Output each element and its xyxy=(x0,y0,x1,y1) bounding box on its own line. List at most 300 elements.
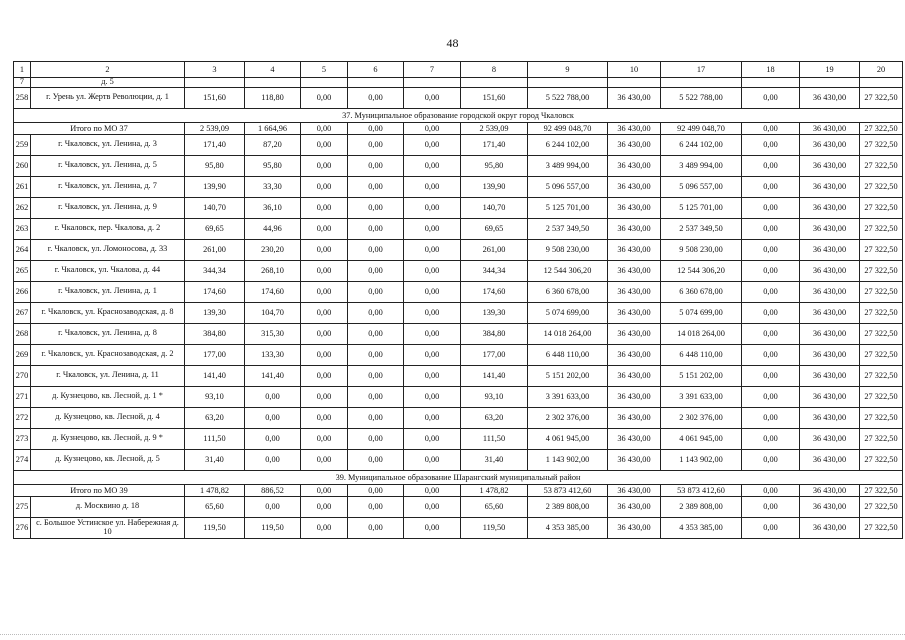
value-cell: 261,00 xyxy=(185,239,245,260)
row-index: 271 xyxy=(14,386,31,407)
value-cell: 0,00 xyxy=(348,281,404,302)
value-cell: 0,00 xyxy=(348,517,404,538)
value-cell: 5 074 699,00 xyxy=(528,302,608,323)
value-cell: 0,00 xyxy=(348,386,404,407)
value-cell xyxy=(800,78,860,88)
value-cell: 0,00 xyxy=(348,323,404,344)
value-cell: 4 353 385,00 xyxy=(528,517,608,538)
value-cell: 0,00 xyxy=(742,176,800,197)
header-cell: 17 xyxy=(661,62,742,78)
section-title: 39. Муниципальное образование Шарангский муниципальный район xyxy=(14,470,903,484)
value-cell: 27 322,50 xyxy=(860,517,903,538)
value-cell: 36 430,00 xyxy=(608,87,661,108)
value-cell: 139,30 xyxy=(185,302,245,323)
value-cell xyxy=(301,78,348,88)
section-title: 37. Муниципальное образование городской округ город Чкаловск xyxy=(14,108,903,122)
value-cell: 0,00 xyxy=(348,239,404,260)
value-cell: 93,10 xyxy=(461,386,528,407)
value-cell: 53 873 412,60 xyxy=(661,484,742,496)
row-index: 263 xyxy=(14,218,31,239)
value-cell: 6 244 102,00 xyxy=(661,134,742,155)
header-row xyxy=(14,62,903,78)
value-cell: 36 430,00 xyxy=(608,218,661,239)
value-cell: 27 322,50 xyxy=(860,302,903,323)
value-cell: 4 061 945,00 xyxy=(661,428,742,449)
value-cell: 9 508 230,00 xyxy=(528,239,608,260)
section-heading-row xyxy=(14,108,903,122)
value-cell: 12 544 306,20 xyxy=(661,260,742,281)
value-cell: 36 430,00 xyxy=(608,386,661,407)
value-cell: 0,00 xyxy=(404,281,461,302)
value-cell: 95,80 xyxy=(245,155,301,176)
value-cell: 27 322,50 xyxy=(860,484,903,496)
value-cell: 87,20 xyxy=(245,134,301,155)
value-cell: 0,00 xyxy=(404,517,461,538)
value-cell: 36 430,00 xyxy=(608,407,661,428)
value-cell: 36,10 xyxy=(245,197,301,218)
value-cell: 63,20 xyxy=(185,407,245,428)
value-cell: 2 389 808,00 xyxy=(528,496,608,517)
value-cell: 0,00 xyxy=(301,428,348,449)
value-cell: 174,60 xyxy=(185,281,245,302)
row-index: 269 xyxy=(14,344,31,365)
value-cell: 31,40 xyxy=(185,449,245,470)
value-cell: 0,00 xyxy=(404,197,461,218)
value-cell: 0,00 xyxy=(348,428,404,449)
value-cell: 0,00 xyxy=(301,155,348,176)
header-cell: 8 xyxy=(461,62,528,78)
value-cell: 139,90 xyxy=(185,176,245,197)
header-cell: 4 xyxy=(245,62,301,78)
value-cell: 0,00 xyxy=(404,239,461,260)
table-row xyxy=(14,239,903,260)
value-cell: 0,00 xyxy=(301,197,348,218)
value-cell: 0,00 xyxy=(742,134,800,155)
value-cell: 0,00 xyxy=(301,323,348,344)
value-cell: 9 508 230,00 xyxy=(661,239,742,260)
value-cell: 0,00 xyxy=(742,197,800,218)
value-cell: 0,00 xyxy=(301,87,348,108)
value-cell: 36 430,00 xyxy=(608,517,661,538)
value-cell: 0,00 xyxy=(301,260,348,281)
value-cell: 151,60 xyxy=(185,87,245,108)
value-cell: 36 430,00 xyxy=(800,365,860,386)
value-cell: 33,30 xyxy=(245,176,301,197)
value-cell: 0,00 xyxy=(742,517,800,538)
value-cell: 5 125 701,00 xyxy=(661,197,742,218)
address-cell: г. Чкаловск, ул. Ленина, д. 7 xyxy=(31,176,185,197)
value-cell: 0,00 xyxy=(742,323,800,344)
value-cell: 0,00 xyxy=(742,281,800,302)
value-cell: 36 430,00 xyxy=(800,281,860,302)
value-cell: 119,50 xyxy=(185,517,245,538)
value-cell: 140,70 xyxy=(185,197,245,218)
value-cell: 118,80 xyxy=(245,87,301,108)
value-cell: 0,00 xyxy=(348,365,404,386)
header-cell: 3 xyxy=(185,62,245,78)
value-cell: 36 430,00 xyxy=(608,484,661,496)
value-cell: 1 143 902,00 xyxy=(661,449,742,470)
row-index: 274 xyxy=(14,449,31,470)
table-row xyxy=(14,78,903,88)
value-cell: 0,00 xyxy=(742,239,800,260)
address-cell: д. Москвино д. 18 xyxy=(31,496,185,517)
value-cell: 69,65 xyxy=(185,218,245,239)
value-cell: 139,30 xyxy=(461,302,528,323)
value-cell: 5 074 699,00 xyxy=(661,302,742,323)
address-cell: г. Чкаловск, ул. Чкалова, д. 44 xyxy=(31,260,185,281)
table-row xyxy=(14,407,903,428)
table-row xyxy=(14,197,903,218)
data-table xyxy=(13,61,903,539)
value-cell: 104,70 xyxy=(245,302,301,323)
value-cell: 0,00 xyxy=(404,134,461,155)
value-cell: 140,70 xyxy=(461,197,528,218)
value-cell: 1 664,96 xyxy=(245,122,301,134)
table-row xyxy=(14,260,903,281)
value-cell xyxy=(742,78,800,88)
table-row xyxy=(14,323,903,344)
value-cell: 36 430,00 xyxy=(800,155,860,176)
value-cell: 36 430,00 xyxy=(800,134,860,155)
total-label: Итого по МО 37 xyxy=(14,122,185,134)
value-cell: 36 430,00 xyxy=(800,197,860,218)
value-cell: 2 539,09 xyxy=(461,122,528,134)
row-index: 266 xyxy=(14,281,31,302)
value-cell: 0,00 xyxy=(742,302,800,323)
value-cell: 0,00 xyxy=(404,428,461,449)
value-cell: 36 430,00 xyxy=(800,484,860,496)
value-cell: 27 322,50 xyxy=(860,449,903,470)
value-cell: 0,00 xyxy=(245,407,301,428)
value-cell: 0,00 xyxy=(348,407,404,428)
value-cell: 36 430,00 xyxy=(800,302,860,323)
header-cell: 9 xyxy=(528,62,608,78)
value-cell: 111,50 xyxy=(185,428,245,449)
value-cell: 230,20 xyxy=(245,239,301,260)
value-cell: 0,00 xyxy=(348,484,404,496)
table-row xyxy=(14,218,903,239)
value-cell: 36 430,00 xyxy=(800,122,860,134)
table-row xyxy=(14,449,903,470)
value-cell: 0,00 xyxy=(245,428,301,449)
value-cell: 36 430,00 xyxy=(800,87,860,108)
address-cell: д. Кузнецово, кв. Лесной, д. 9 * xyxy=(31,428,185,449)
table-row xyxy=(14,176,903,197)
address-cell: с. Большое Устинское ул. Набережная д. 10 xyxy=(31,517,185,538)
value-cell: 14 018 264,00 xyxy=(528,323,608,344)
value-cell: 36 430,00 xyxy=(800,239,860,260)
value-cell: 0,00 xyxy=(742,449,800,470)
value-cell: 0,00 xyxy=(742,122,800,134)
value-cell: 27 322,50 xyxy=(860,407,903,428)
value-cell: 27 322,50 xyxy=(860,155,903,176)
table-row xyxy=(14,344,903,365)
value-cell xyxy=(461,78,528,88)
value-cell: 0,00 xyxy=(404,176,461,197)
table-row xyxy=(14,496,903,517)
table-row xyxy=(14,386,903,407)
address-cell: г. Чкаловск, ул. Ленина, д. 1 xyxy=(31,281,185,302)
value-cell: 2 389 808,00 xyxy=(661,496,742,517)
value-cell: 36 430,00 xyxy=(608,155,661,176)
value-cell: 268,10 xyxy=(245,260,301,281)
value-cell: 36 430,00 xyxy=(608,197,661,218)
value-cell: 0,00 xyxy=(742,407,800,428)
value-cell: 133,30 xyxy=(245,344,301,365)
value-cell: 0,00 xyxy=(348,302,404,323)
value-cell: 0,00 xyxy=(301,281,348,302)
value-cell: 27 322,50 xyxy=(860,197,903,218)
value-cell: 384,80 xyxy=(461,323,528,344)
value-cell: 5 096 557,00 xyxy=(528,176,608,197)
value-cell: 0,00 xyxy=(742,365,800,386)
value-cell: 0,00 xyxy=(301,449,348,470)
header-cell: 7 xyxy=(404,62,461,78)
value-cell: 0,00 xyxy=(404,218,461,239)
value-cell: 177,00 xyxy=(461,344,528,365)
value-cell: 0,00 xyxy=(348,496,404,517)
value-cell: 0,00 xyxy=(301,176,348,197)
value-cell: 6 360 678,00 xyxy=(661,281,742,302)
value-cell: 0,00 xyxy=(301,484,348,496)
value-cell: 36 430,00 xyxy=(608,260,661,281)
total-row xyxy=(14,122,903,134)
value-cell: 4 061 945,00 xyxy=(528,428,608,449)
value-cell: 27 322,50 xyxy=(860,386,903,407)
value-cell: 36 430,00 xyxy=(800,407,860,428)
address-cell: д. 5 xyxy=(31,78,185,88)
value-cell: 5 522 788,00 xyxy=(661,87,742,108)
address-cell: д. Кузнецово, кв. Лесной, д. 5 xyxy=(31,449,185,470)
table-row xyxy=(14,87,903,108)
value-cell xyxy=(608,78,661,88)
table-row xyxy=(14,155,903,176)
value-cell: 174,60 xyxy=(245,281,301,302)
value-cell xyxy=(245,78,301,88)
value-cell: 36 430,00 xyxy=(608,344,661,365)
address-cell: д. Кузнецово, кв. Лесной, д. 4 xyxy=(31,407,185,428)
address-cell: г. Чкаловск, ул. Ленина, д. 3 xyxy=(31,134,185,155)
value-cell: 3 489 994,00 xyxy=(661,155,742,176)
value-cell: 0,00 xyxy=(348,134,404,155)
value-cell xyxy=(185,78,245,88)
value-cell: 5 096 557,00 xyxy=(661,176,742,197)
row-index: 262 xyxy=(14,197,31,218)
value-cell: 2 537 349,50 xyxy=(661,218,742,239)
total-row xyxy=(14,484,903,496)
value-cell: 36 430,00 xyxy=(608,239,661,260)
value-cell: 36 430,00 xyxy=(608,281,661,302)
page-number: 48 xyxy=(446,36,459,50)
value-cell: 0,00 xyxy=(404,122,461,134)
value-cell: 0,00 xyxy=(404,155,461,176)
value-cell: 0,00 xyxy=(348,344,404,365)
header-cell: 10 xyxy=(608,62,661,78)
value-cell: 141,40 xyxy=(185,365,245,386)
value-cell: 27 322,50 xyxy=(860,428,903,449)
value-cell: 36 430,00 xyxy=(800,449,860,470)
value-cell: 0,00 xyxy=(301,218,348,239)
value-cell: 0,00 xyxy=(348,87,404,108)
value-cell: 0,00 xyxy=(301,365,348,386)
value-cell: 5 522 788,00 xyxy=(528,87,608,108)
value-cell: 0,00 xyxy=(742,496,800,517)
value-cell: 0,00 xyxy=(742,484,800,496)
value-cell: 92 499 048,70 xyxy=(528,122,608,134)
value-cell: 2 537 349,50 xyxy=(528,218,608,239)
value-cell: 27 322,50 xyxy=(860,134,903,155)
value-cell: 0,00 xyxy=(301,122,348,134)
header-cell: 5 xyxy=(301,62,348,78)
value-cell: 0,00 xyxy=(404,302,461,323)
value-cell: 36 430,00 xyxy=(800,260,860,281)
value-cell: 3 391 633,00 xyxy=(661,386,742,407)
value-cell: 27 322,50 xyxy=(860,176,903,197)
row-index: 7 xyxy=(14,78,31,88)
row-index: 276 xyxy=(14,517,31,538)
address-cell: г. Чкаловск, ул. Ленина, д. 9 xyxy=(31,197,185,218)
value-cell: 119,50 xyxy=(245,517,301,538)
address-cell: г. Урень ул. Жертв Революции, д. 1 xyxy=(31,87,185,108)
value-cell: 36 430,00 xyxy=(608,428,661,449)
value-cell: 1 478,82 xyxy=(461,484,528,496)
value-cell: 0,00 xyxy=(301,407,348,428)
value-cell: 95,80 xyxy=(185,155,245,176)
value-cell: 36 430,00 xyxy=(608,122,661,134)
value-cell: 27 322,50 xyxy=(860,281,903,302)
value-cell: 0,00 xyxy=(742,260,800,281)
value-cell: 0,00 xyxy=(404,407,461,428)
value-cell: 65,60 xyxy=(185,496,245,517)
value-cell: 27 322,50 xyxy=(860,122,903,134)
value-cell: 261,00 xyxy=(461,239,528,260)
value-cell: 36 430,00 xyxy=(800,176,860,197)
address-cell: г. Чкаловск, ул. Краснозаводская, д. 2 xyxy=(31,344,185,365)
value-cell: 31,40 xyxy=(461,449,528,470)
value-cell: 0,00 xyxy=(404,323,461,344)
value-cell: 5 151 202,00 xyxy=(528,365,608,386)
value-cell: 6 448 110,00 xyxy=(528,344,608,365)
value-cell: 27 322,50 xyxy=(860,218,903,239)
value-cell: 0,00 xyxy=(348,449,404,470)
value-cell: 5 125 701,00 xyxy=(528,197,608,218)
header-cell: 2 xyxy=(31,62,185,78)
value-cell: 36 430,00 xyxy=(608,323,661,344)
row-index: 270 xyxy=(14,365,31,386)
value-cell: 119,50 xyxy=(461,517,528,538)
value-cell: 315,30 xyxy=(245,323,301,344)
value-cell: 44,96 xyxy=(245,218,301,239)
row-index: 272 xyxy=(14,407,31,428)
value-cell: 0,00 xyxy=(404,449,461,470)
value-cell: 36 430,00 xyxy=(608,365,661,386)
value-cell: 2 539,09 xyxy=(185,122,245,134)
value-cell: 0,00 xyxy=(348,197,404,218)
table-row xyxy=(14,365,903,386)
value-cell: 12 544 306,20 xyxy=(528,260,608,281)
value-cell: 141,40 xyxy=(245,365,301,386)
value-cell: 63,20 xyxy=(461,407,528,428)
value-cell: 0,00 xyxy=(348,218,404,239)
address-cell: г. Чкаловск, ул. Краснозаводская, д. 8 xyxy=(31,302,185,323)
header-cell: 1 xyxy=(14,62,31,78)
value-cell: 4 353 385,00 xyxy=(661,517,742,538)
value-cell: 141,40 xyxy=(461,365,528,386)
value-cell: 27 322,50 xyxy=(860,87,903,108)
value-cell: 6 244 102,00 xyxy=(528,134,608,155)
value-cell: 36 430,00 xyxy=(608,176,661,197)
value-cell: 384,80 xyxy=(185,323,245,344)
value-cell: 0,00 xyxy=(742,386,800,407)
value-cell: 0,00 xyxy=(404,386,461,407)
value-cell: 1 143 902,00 xyxy=(528,449,608,470)
value-cell: 111,50 xyxy=(461,428,528,449)
value-cell: 36 430,00 xyxy=(608,302,661,323)
row-index: 265 xyxy=(14,260,31,281)
row-index: 259 xyxy=(14,134,31,155)
value-cell: 0,00 xyxy=(404,496,461,517)
address-cell: г. Чкаловск, пер. Чкалова, д. 2 xyxy=(31,218,185,239)
value-cell xyxy=(528,78,608,88)
value-cell: 65,60 xyxy=(461,496,528,517)
value-cell: 2 302 376,00 xyxy=(528,407,608,428)
value-cell: 3 391 633,00 xyxy=(528,386,608,407)
row-index: 261 xyxy=(14,176,31,197)
value-cell: 0,00 xyxy=(348,122,404,134)
value-cell: 0,00 xyxy=(742,155,800,176)
address-cell: д. Кузнецово, кв. Лесной, д. 1 * xyxy=(31,386,185,407)
value-cell xyxy=(860,78,903,88)
header-cell: 6 xyxy=(348,62,404,78)
value-cell xyxy=(348,78,404,88)
value-cell: 0,00 xyxy=(348,176,404,197)
value-cell: 3 489 994,00 xyxy=(528,155,608,176)
row-index: 275 xyxy=(14,496,31,517)
value-cell: 139,90 xyxy=(461,176,528,197)
table-row xyxy=(14,134,903,155)
value-cell: 174,60 xyxy=(461,281,528,302)
value-cell: 0,00 xyxy=(301,386,348,407)
row-index: 264 xyxy=(14,239,31,260)
table-row xyxy=(14,281,903,302)
row-index: 258 xyxy=(14,87,31,108)
header-cell: 19 xyxy=(800,62,860,78)
row-index: 267 xyxy=(14,302,31,323)
value-cell: 344,34 xyxy=(185,260,245,281)
value-cell: 27 322,50 xyxy=(860,496,903,517)
page-edge-divider xyxy=(0,634,905,635)
value-cell: 36 430,00 xyxy=(800,428,860,449)
value-cell: 0,00 xyxy=(301,302,348,323)
value-cell: 0,00 xyxy=(348,155,404,176)
value-cell: 5 151 202,00 xyxy=(661,365,742,386)
value-cell: 0,00 xyxy=(404,260,461,281)
value-cell xyxy=(404,78,461,88)
value-cell: 0,00 xyxy=(742,218,800,239)
value-cell: 0,00 xyxy=(301,239,348,260)
value-cell: 36 430,00 xyxy=(608,449,661,470)
table-row xyxy=(14,302,903,323)
row-index: 268 xyxy=(14,323,31,344)
value-cell: 14 018 264,00 xyxy=(661,323,742,344)
value-cell: 151,60 xyxy=(461,87,528,108)
value-cell: 0,00 xyxy=(404,484,461,496)
value-cell: 27 322,50 xyxy=(860,239,903,260)
value-cell: 0,00 xyxy=(742,87,800,108)
value-cell: 344,34 xyxy=(461,260,528,281)
value-cell: 0,00 xyxy=(301,134,348,155)
